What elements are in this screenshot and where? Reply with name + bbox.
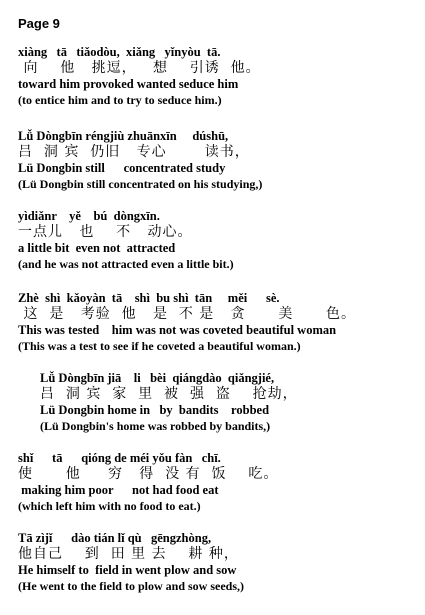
pinyin-line: Lǚ Dòngbīn jiā li bèi qiángdào qiǎngjié, <box>40 371 275 385</box>
gloss-line: toward him provoked wanted seduce him <box>18 77 239 91</box>
sentence-block <box>18 450 418 514</box>
sentence-block <box>40 370 425 434</box>
translation-line: (Lü Dongbin's home was robbed by bandits,) <box>40 419 271 433</box>
sentence-block <box>18 128 418 192</box>
pinyin-line: xiàng tā tiǎodòu, xiǎng yǐnyòu tā. <box>18 45 221 59</box>
translation-line: (and he was not attracted even a little bit.) <box>18 257 234 271</box>
chinese-line: 这 是 考验 他 是 不 是 贪 美 色。 <box>18 306 357 322</box>
translation-line: (He went to the field to plow and sow seeds,) <box>18 579 244 593</box>
pinyin-line: yìdiǎnr yě bú dòngxīn. <box>18 209 160 223</box>
pinyin-line: Tā zìjǐ dào tián lǐ qù gēngzhòng, <box>18 531 212 545</box>
chinese-line: 使 他 穷 得 没 有 饭 吃。 <box>18 466 279 482</box>
sentence-block <box>18 208 418 272</box>
gloss-line: He himself to field in went plow and sow <box>18 563 237 577</box>
sentence-block <box>18 44 418 108</box>
gloss-line: Lü Dongbin home in by bandits robbed <box>40 403 270 417</box>
gloss-line: This was tested him was not was coveted beautiful woman <box>18 323 337 337</box>
gloss-line: Lü Dongbin still concentrated study <box>18 161 226 175</box>
translation-line: (to entice him and to try to seduce him.) <box>18 93 222 107</box>
chinese-line: 吕 洞 宾 仍旧 专心 读书， <box>18 144 250 160</box>
pinyin-line: Zhè shì kǎoyàn tā shì bu shì tān měi sè. <box>18 291 280 305</box>
sentence-block <box>18 530 418 594</box>
chinese-line: 吕 洞 宾 家 里 被 强 盗 抢劫， <box>40 386 298 402</box>
translation-line: (Lü Dongbin still concentrated on his studying,) <box>18 177 263 191</box>
gloss-line: making him poor not had food eat <box>18 483 219 497</box>
chinese-line: 一点儿 也 不 动心。 <box>18 224 193 240</box>
translation-line: (which left him with no food to eat.) <box>18 499 201 513</box>
chinese-line: 他自己 到 田 里 去 耕 种， <box>18 546 239 562</box>
sentence-block <box>18 290 418 354</box>
page-number-label: Page 9 <box>18 16 60 31</box>
translation-line: (This was a test to see if he coveted a beautiful woman.) <box>18 339 301 353</box>
gloss-line: a little bit even not attracted <box>18 241 176 255</box>
pinyin-line: shǐ tā qióng de méi yǒu fàn chī. <box>18 451 221 465</box>
pinyin-line: Lǚ Dòngbīn réngjiù zhuānxīn dúshū, <box>18 129 229 143</box>
chinese-line: 向 他 挑逗， 想 引诱 他。 <box>18 60 261 76</box>
